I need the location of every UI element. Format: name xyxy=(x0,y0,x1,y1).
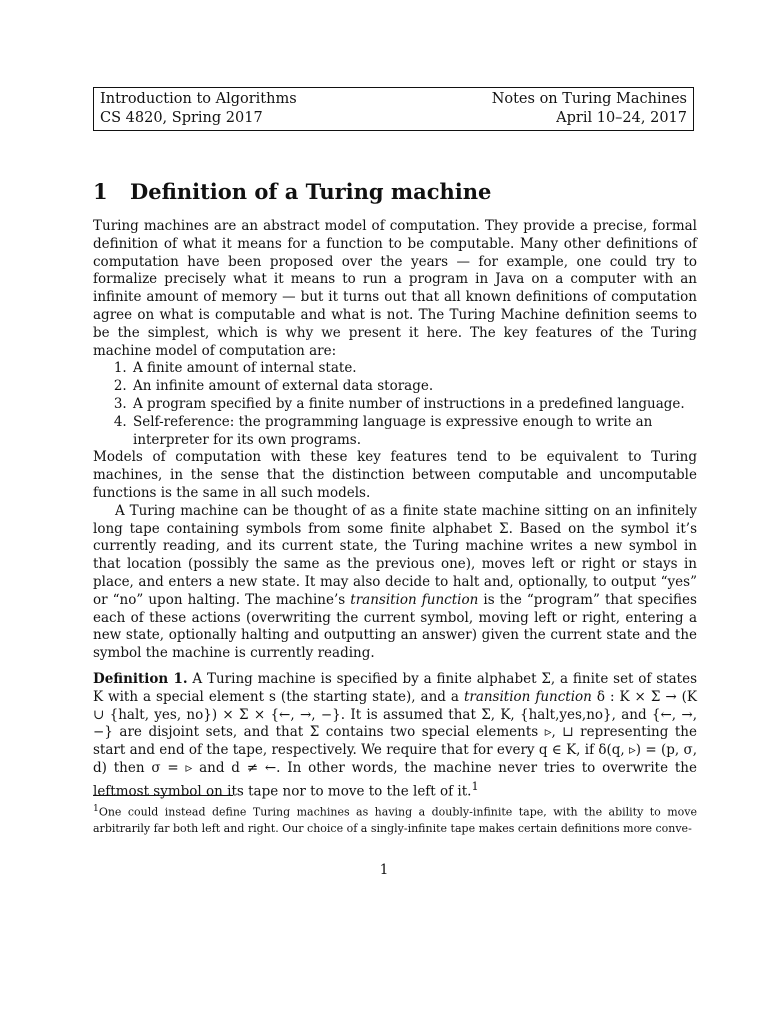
footnote-text: One could instead define Turing machines as having a doubly-infinite tape, with the ability to move arbitrarily far both left and right. Our choice of a singly-infinite tape makes certain definitions more conve- xyxy=(93,805,697,835)
header-row-1 xyxy=(100,90,687,109)
course-name: Introduction to Algorithms xyxy=(100,91,297,107)
transition-function-term: transition function xyxy=(350,591,479,608)
definition-label: Definition 1. xyxy=(93,670,188,687)
definition-1 xyxy=(93,671,697,801)
models-paragraph: Models of computation with these key features tend to be equivalent to Turing machines, in the sense that the distinction between computable and uncomputable functions is the same in all such models. xyxy=(93,449,697,501)
notes-dates: April 10–24, 2017 xyxy=(556,110,687,126)
footnote-1 xyxy=(93,801,697,837)
header-row-2 xyxy=(100,109,687,128)
intro-paragraph: Turing machines are an abstract model of computation. They provide a precise, formal definition of what it means for a function to be computable. Many other definitions of computation have been proposed over the years — for example, one could try to formalize precisely what it means to run a program in Java on a computer with an infinite amount of memory — but it turns out that all known definitions of computation agree on what is computable and what is not. The Turing Machine definition seems to be the simplest, which is why we present it here. The key features of the Turing machine model of computation are: xyxy=(93,218,697,359)
section-heading xyxy=(93,177,491,207)
notes-topic: Notes on Turing Machines xyxy=(491,91,687,107)
definition-text-part2: δ : K × Σ → (K ∪ {halt, yes, no}) × Σ × {←, →, −}. It is assumed that Σ, K, {halt,yes,no}, and {←, →, −} are disjoint sets, and that Σ contains two special elements ▹, ⊔ representing the start and end of the tape, respectively. We require that for every q ∈ K, if δ(q, ▹) = (p, σ, d) then σ = ▹ and d ≠ ←. In other words, the machine never tries to overwrite the leftmost symbol on its tape nor to move to the left of it. xyxy=(93,688,697,800)
key-features-list xyxy=(93,360,697,449)
footnote-reference[interactable]: 1 xyxy=(471,779,479,793)
course-term: CS 4820, Spring 2017 xyxy=(100,110,263,126)
machine-text-before: A Turing machine can be thought of as a finite state machine sitting on an infinitely long tape containing symbols from some finite alphabet Σ. Based on the symbol it’s currently reading, and its current state, the Turing machine writes a new symbol in that location (possibly the same as the previous one), moves left or right or stays in place, and enters a new state. It may also decide to halt and, optionally, to output “yes” or “no” upon halting. The machine’s xyxy=(93,502,697,608)
footnote-mark: 1 xyxy=(93,803,99,814)
definition-transition-term: transition function xyxy=(463,688,592,705)
course-header-box xyxy=(93,87,694,131)
turing-machine-paragraph xyxy=(93,503,697,663)
footnote-divider xyxy=(93,795,233,796)
section-title-text: Definition of a Turing machine xyxy=(130,179,492,204)
section-body xyxy=(93,218,697,801)
machine-text-after: is the “program” that specifies each of these actions (overwriting the current symbol, moving left or right, entering a new state, optionally halting and outputting an answer) given the current state and the symbol the machine is currently reading. xyxy=(93,591,697,662)
feature-item: 2. An infinite amount of external data storage. xyxy=(131,378,697,396)
feature-item: 3. A program specified by a finite number of instructions in a predefined language. xyxy=(131,396,697,414)
feature-item: 4. Self-reference: the programming language is expressive enough to write an interpreter for its own programs. xyxy=(131,414,697,450)
feature-item: 1. A finite amount of internal state. xyxy=(131,360,697,378)
section-number: 1 xyxy=(93,179,108,204)
page-number: 1 xyxy=(379,862,389,878)
definition-text-part1: A Turing machine is specified by a finite alphabet Σ, a finite set of states K with a special element s (the starting state), and a xyxy=(93,670,697,705)
